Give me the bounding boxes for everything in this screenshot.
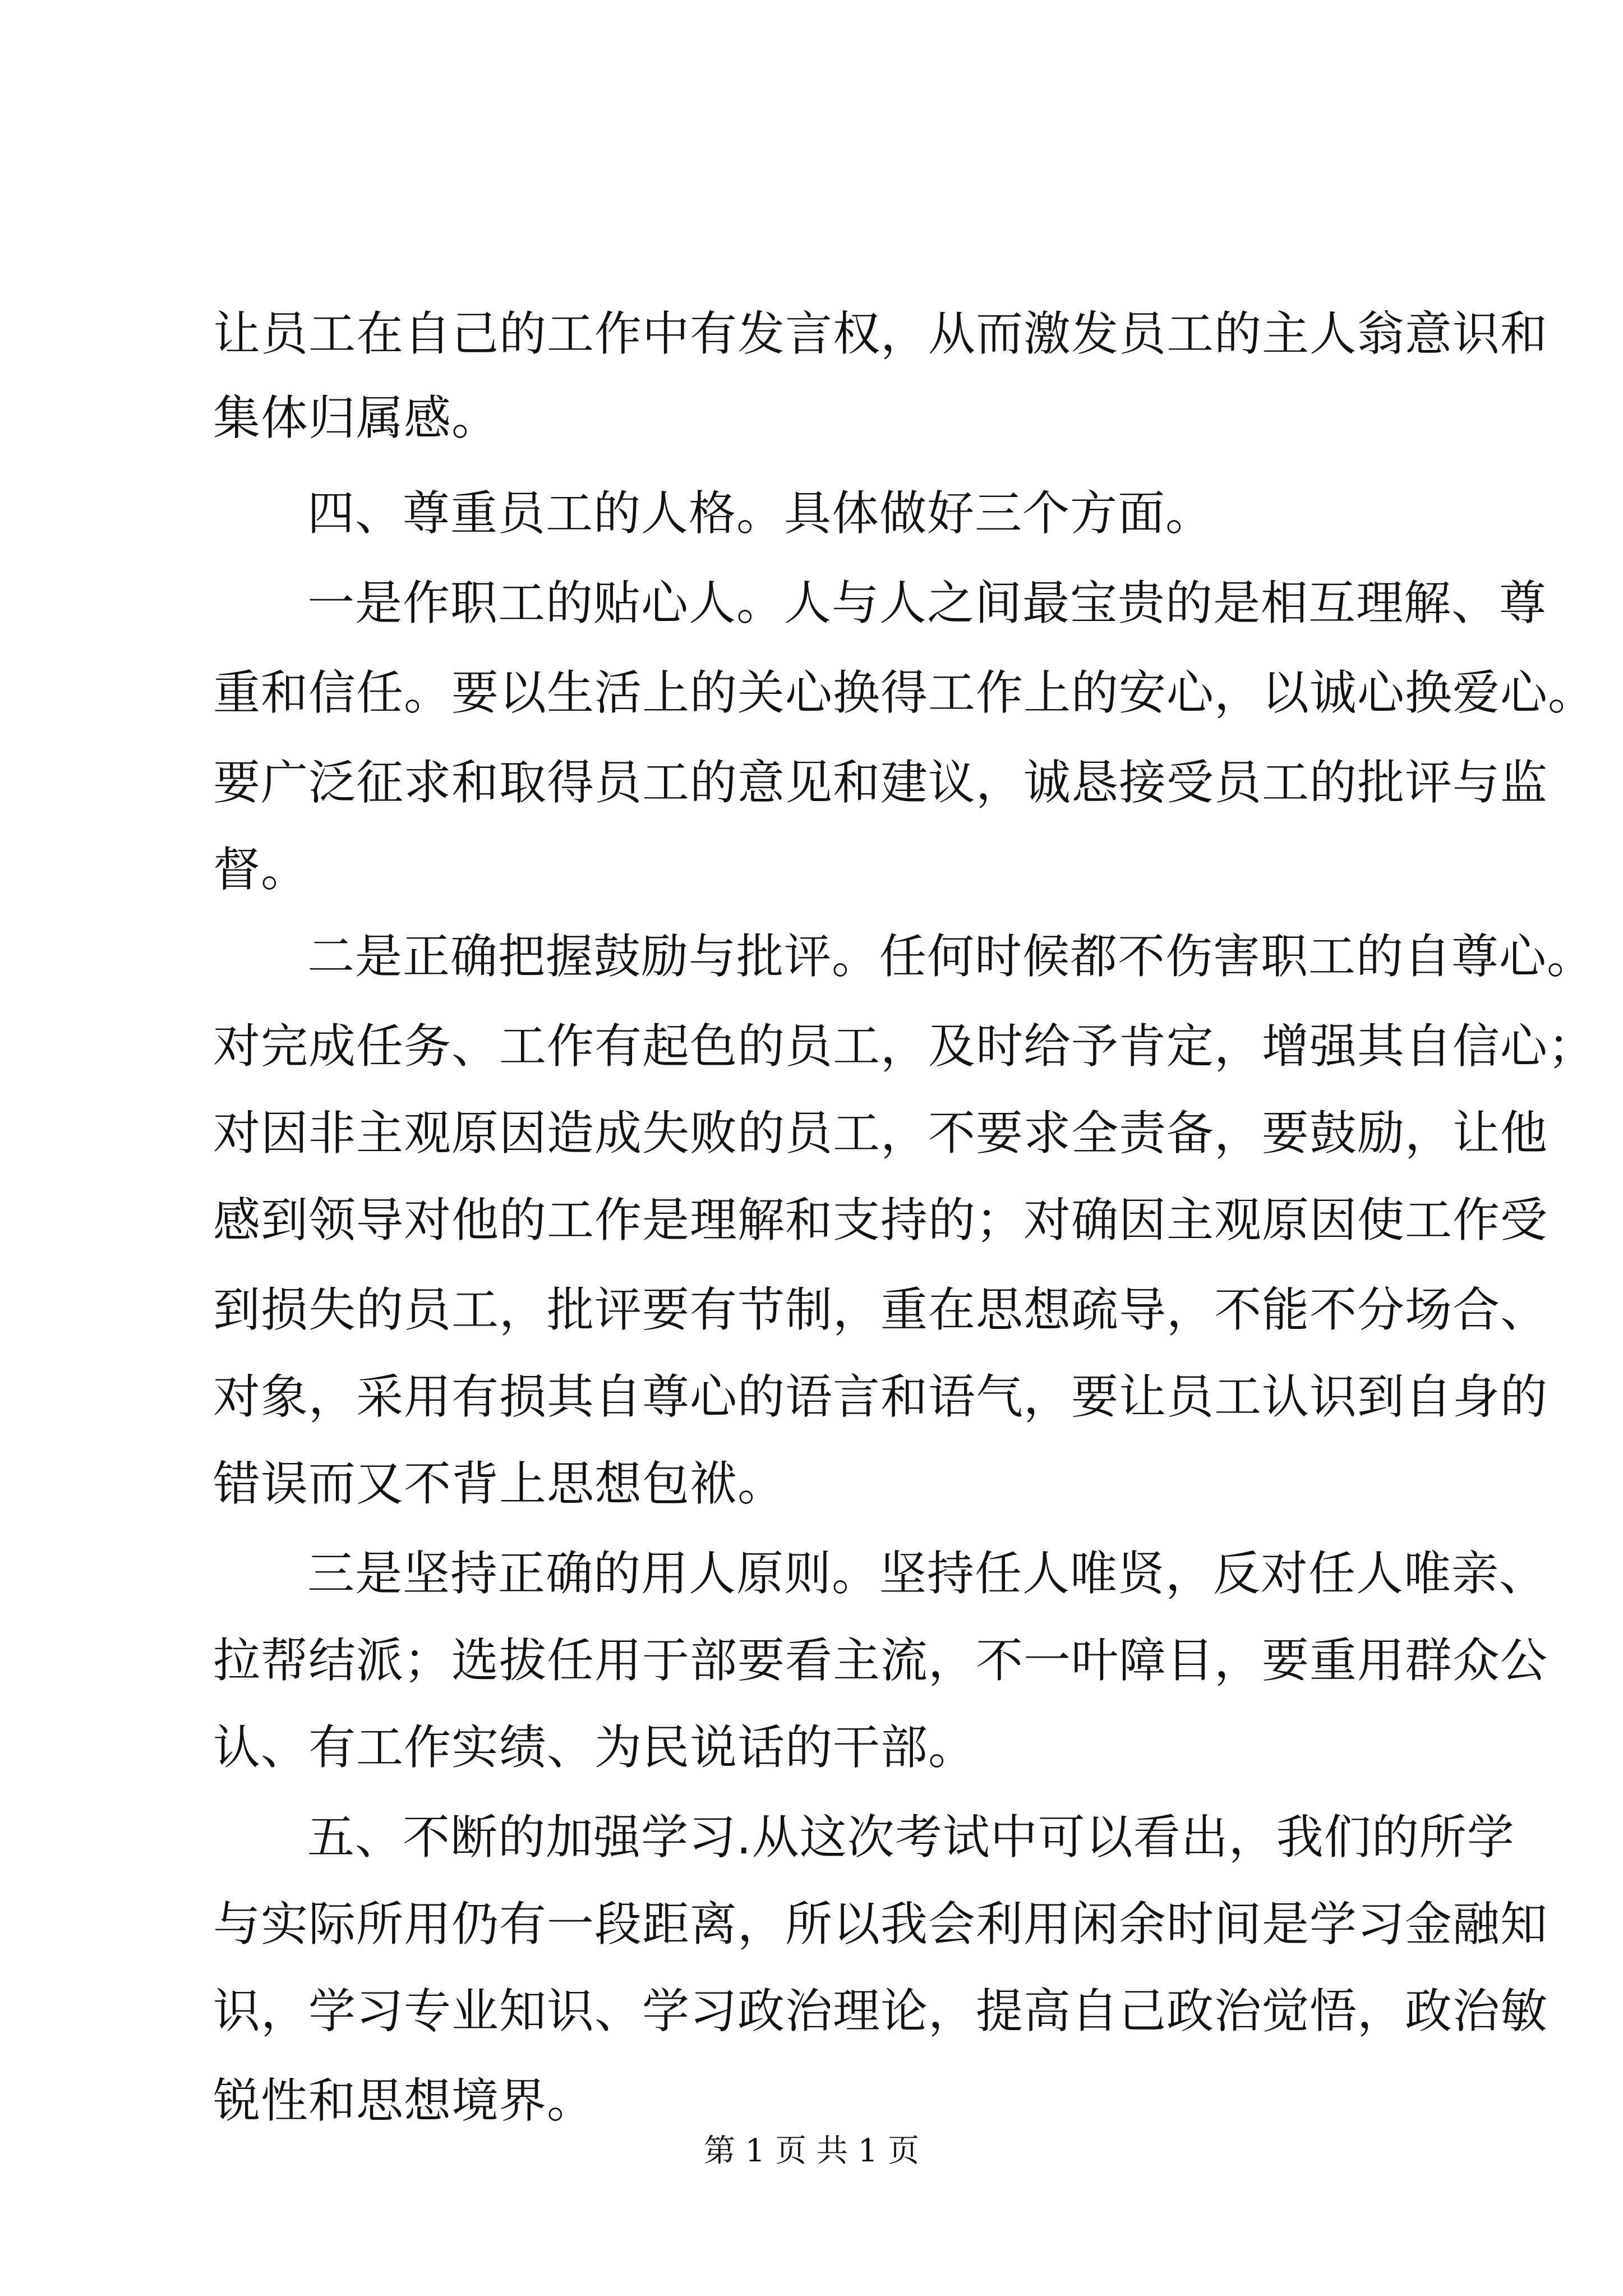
text-line: 锐性和思想境界。 xyxy=(213,2073,595,2128)
text-line: 三是坚持正确的用人原则。坚持任人唯贤，反对任人唯亲、 xyxy=(307,1546,1547,1601)
text-line: 拉帮结派；选拔任用于部要看主流，不一叶障目，要重用群众公 xyxy=(213,1633,1548,1688)
text-line: 五、不断的加强学习.从这次考试中可以看出，我们的所学 xyxy=(307,1810,1515,1865)
text-line: 四、尊重员工的人格。具体做好三个方面。 xyxy=(307,486,1214,541)
text-line: 感到领导对他的工作是理解和支持的；对确因主观原因使工作受 xyxy=(213,1193,1548,1248)
text-line: 集体归属感。 xyxy=(213,390,500,445)
page-number-footer: 第 1 页 共 1 页 xyxy=(703,2133,920,2169)
text-line: 二是正确把握鼓励与批评。任何时候都不伤害职工的自尊心。 xyxy=(307,929,1595,984)
text-line: 重和信任。要以生活上的关心换得工作上的安心，以诚心换爱心。 xyxy=(213,665,1596,720)
text-line: 识，学习专业知识、学习政治理论，提高自己政治觉悟，政治敏 xyxy=(213,1984,1548,2039)
text-line: 要广泛征求和取得员工的意见和建议，诚恳接受员工的批评与监 xyxy=(213,755,1548,810)
text-line: 错误而又不背上思想包袱。 xyxy=(213,1456,786,1511)
text-line: 一是作职工的贴心人。人与人之间最宝贵的是相互理解、尊 xyxy=(307,576,1547,631)
text-line: 督。 xyxy=(213,842,309,897)
text-line: 对完成任务、工作有起色的员工，及时给予肯定，增强其自信心； xyxy=(213,1019,1596,1074)
text-line: 让员工在自己的工作中有发言权，从而激发员工的主人翁意识和 xyxy=(213,306,1548,361)
text-line: 与实际所用仍有一段距离，所以我会利用闲余时间是学习金融知 xyxy=(213,1897,1548,1952)
text-line: 到损失的员工，批评要有节制，重在思想疏导，不能不分场合、 xyxy=(213,1282,1548,1337)
text-line: 对因非主观原因造成失败的员工，不要求全责备，要鼓励，让他 xyxy=(213,1106,1548,1161)
text-line: 对象，采用有损其自尊心的语言和语气，要让员工认识到自身的 xyxy=(213,1369,1548,1424)
text-line: 认、有工作实绩、为民说话的干部。 xyxy=(213,1720,976,1775)
